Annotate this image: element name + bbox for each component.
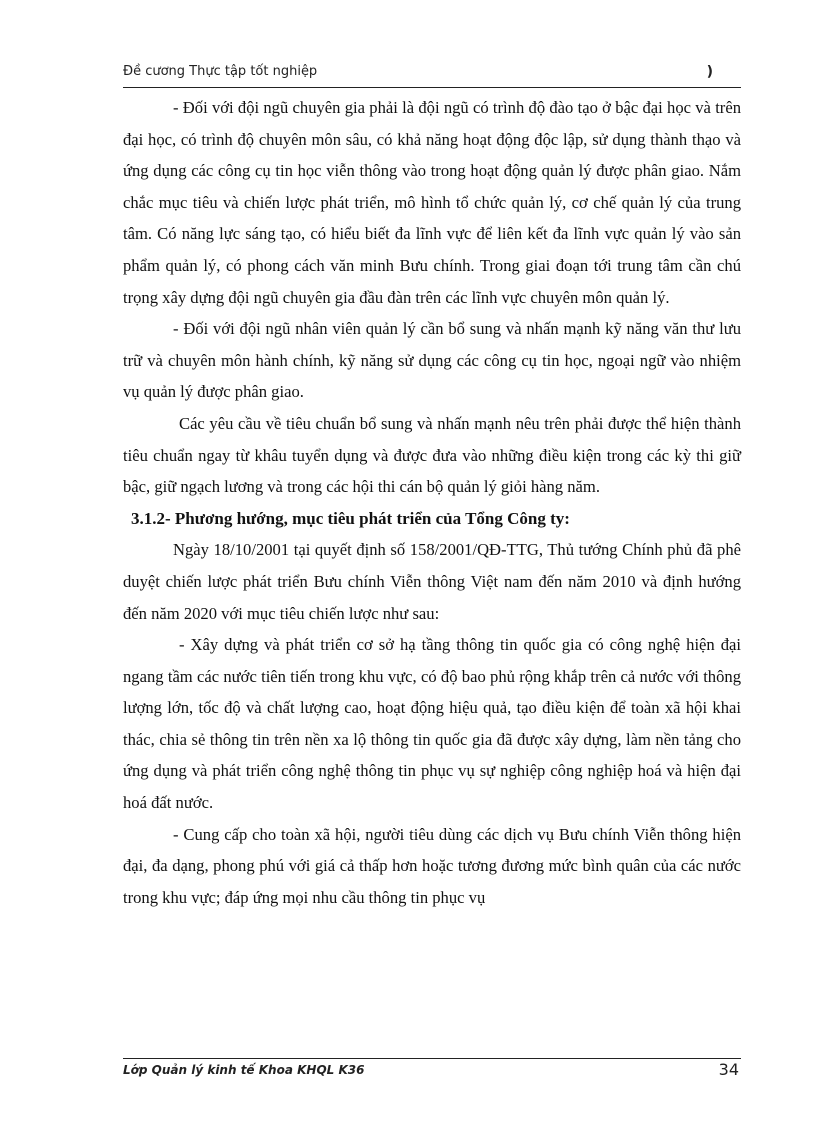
paragraph-requirements: Các yêu cầu về tiêu chuẩn bổ sung và nhấn mạnh nêu trên phải được thể hiện thành tiêu chuẩn ngay từ khâu tuyển dụng và được đưa vào những điều kiện trong các kỳ thi giữ bậc, giữ ngạch lương và trong các hội thi cán bộ quản lý giỏi hàng năm. [123,413,741,497]
header-title: Đề cương Thực tập tốt nghiệp [123,64,318,79]
section-heading: 3.1.2- Phương hướng, mục tiêu phát triển của Tổng Công ty: [131,508,570,528]
page-header [123,64,713,84]
page-number: 34 [718,1060,739,1079]
document-body [123,92,741,913]
page-footer [123,1060,741,1084]
header-divider [123,87,741,88]
header-mark: ) [706,64,713,80]
paragraph-staff: - Đối với đội ngũ nhân viên quản lý cần bổ sung và nhấn mạnh kỹ năng văn thư lưu trữ và chuyên môn hành chính, kỹ năng sử dụng các công cụ tin học, ngoại ngữ vào nhiệm vụ quản lý được phân giao. [123,319,741,402]
paragraph-experts: - Đối với đội ngũ chuyên gia phải là đội ngũ có trình độ đào tạo ở bậc đại học và trên đại học, có trình độ chuyên môn sâu, có khả năng hoạt động độc lập, sử dụng thành thạo và ứng dụng các công cụ tin học viễn thông vào trong hoạt động quản lý được phân giao. Nắm chắc mục tiêu và chiến lược phát triển, mô hình tổ chức quản lý, cơ chế quản lý của trung tâm. Có năng lực sáng tạo, có hiểu biết đa lĩnh vực để liên kết đa lĩnh vực quản lý vào sản phẩm quản lý, có phong cách văn minh Bưu chính. Trong giai đoạn tới trung tâm cần chú trọng xây dựng đội ngũ chuyên gia đầu đàn trên các lĩnh vực chuyên môn quản lý. [123,98,741,307]
paragraph-decision: Ngày 18/10/2001 tại quyết định số 158/2001/QĐ-TTG, Thủ tướng Chính phủ đã phê duyệt chiến lược phát triển Bưu chính Viễn thông Việt nam đến năm 2010 và định hướng đến năm 2020 với mục tiêu chiến lược như sau: [123,540,741,623]
footer-divider [123,1058,741,1059]
paragraph-services: - Cung cấp cho toàn xã hội, người tiêu dùng các dịch vụ Bưu chính Viễn thông hiện đại, đa dạng, phong phú với giá cả thấp hơn hoặc tương đương mức bình quân của các nước trong khu vực; đáp ứng mọi nhu cầu thông tin phục vụ [123,824,741,907]
paragraph-infrastructure: - Xây dựng và phát triển cơ sở hạ tầng thông tin quốc gia có công nghệ hiện đại ngang tầm các nước tiên tiến trong khu vực, có độ bao phủ rộng khắp trên cả nước với thông lượng lớn, tốc độ và chất lượng cao, hoạt động hiệu quả, tạo điều kiện để toàn xã hội khai thác, chia sẻ thông tin trên nền xa lộ thông tin quốc gia đã được xây dựng, làm nền tảng cho ứng dụng và phát triển công nghệ thông tin phục vụ sự nghiệp công nghiệp hoá và hiện đại hoá đất nước. [123,635,741,813]
footer-class-info: Lớp Quản lý kinh tế Khoa KHQL K36 [123,1063,365,1077]
